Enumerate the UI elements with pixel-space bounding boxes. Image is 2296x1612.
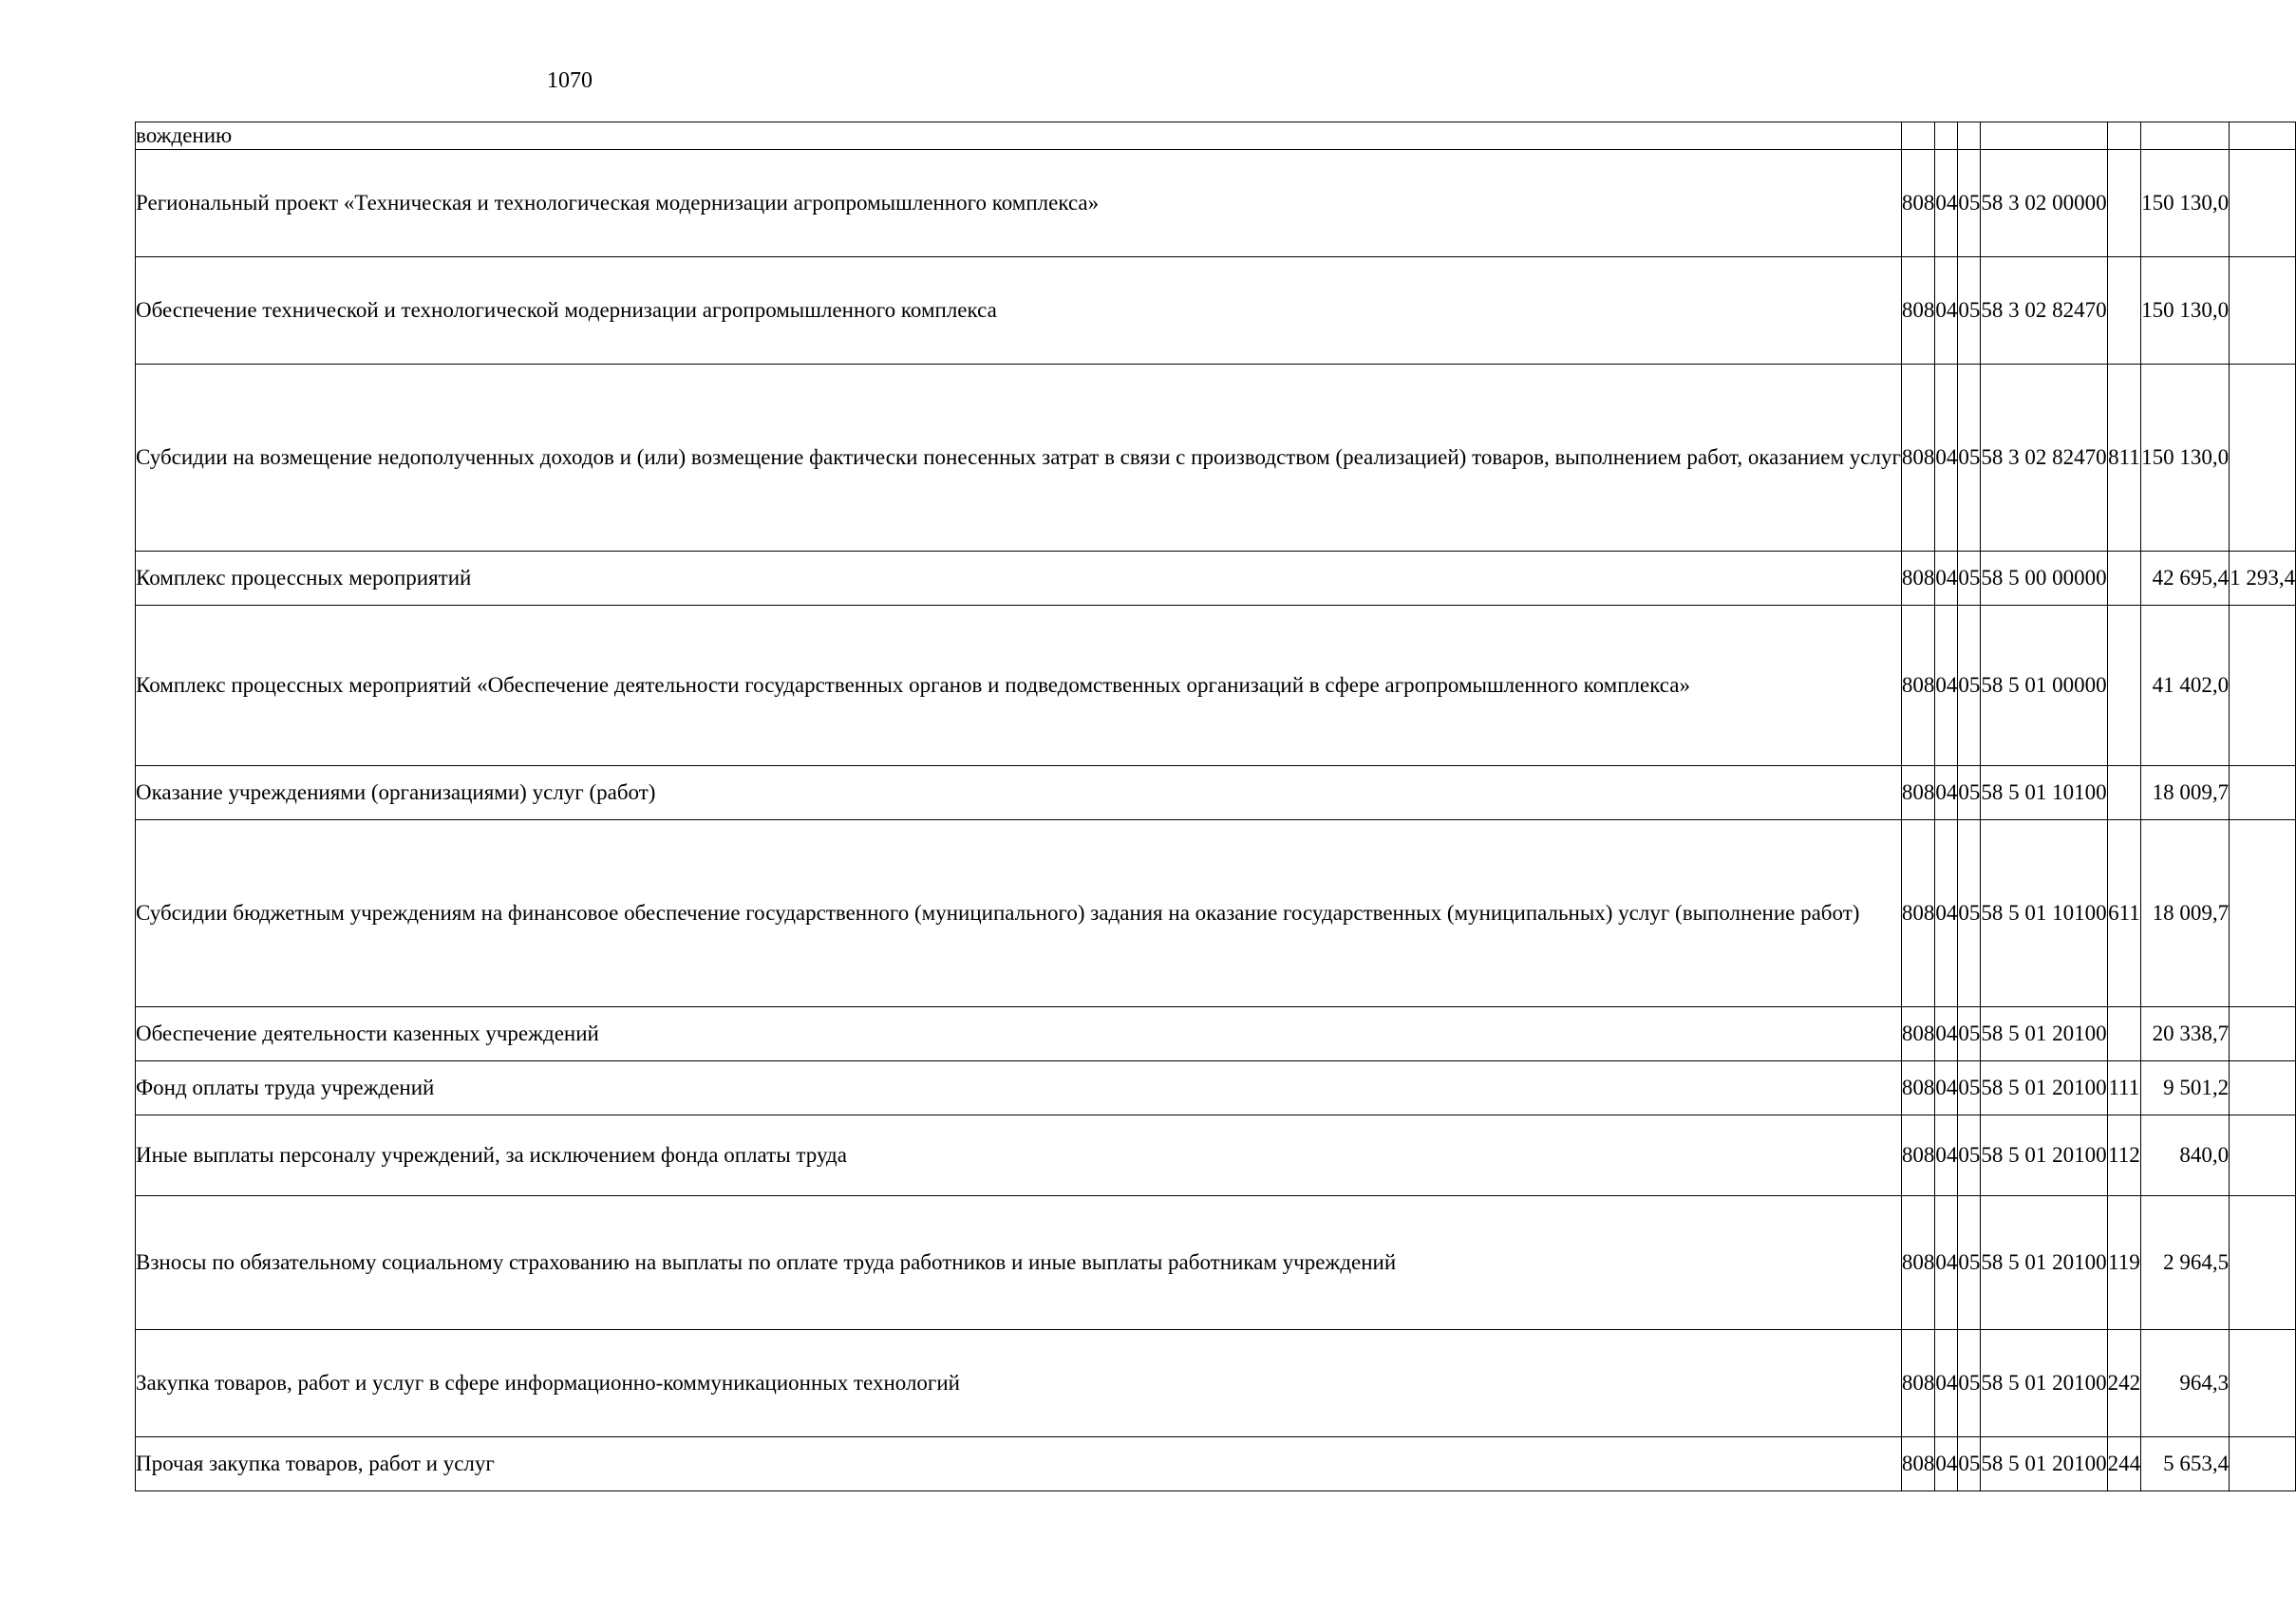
expense-type-cell	[2107, 122, 2141, 150]
table-row	[136, 1007, 2296, 1061]
ministry-code-cell: 808	[1901, 150, 1935, 257]
section-code-cell: 04	[1935, 606, 1958, 766]
table-row	[136, 552, 2296, 606]
ministry-code-cell: 808	[1901, 766, 1935, 820]
item-name-cell: Закупка товаров, работ и услуг в сфере информационно-коммуникационных технологий	[136, 1330, 1902, 1437]
item-name-cell: Прочая закупка товаров, работ и услуг	[136, 1437, 1902, 1491]
target-article-cell: 58 5 01 10100	[1981, 766, 2107, 820]
item-name-cell: Комплекс процессных мероприятий	[136, 552, 1902, 606]
section-code-cell: 04	[1935, 1115, 1958, 1196]
target-article-cell: 58 5 01 20100	[1981, 1007, 2107, 1061]
target-article-cell: 58 3 02 00000	[1981, 150, 2107, 257]
expense-type-cell: 242	[2107, 1330, 2141, 1437]
table-row	[136, 150, 2296, 257]
ministry-code-cell: 808	[1901, 1330, 1935, 1437]
amount-2024-cell: 840,0	[2141, 1115, 2230, 1196]
subsection-code-cell: 05	[1958, 766, 1981, 820]
subsection-code-cell: 05	[1958, 1007, 1981, 1061]
item-name-cell: Региональный проект «Техническая и технологическая модернизации агропромышленного комплекса»	[136, 150, 1902, 257]
ministry-code-cell	[1901, 122, 1935, 150]
expense-type-cell	[2107, 150, 2141, 257]
target-article-cell: 58 5 01 10100	[1981, 820, 2107, 1007]
ministry-code-cell: 808	[1901, 1007, 1935, 1061]
table-row	[136, 122, 2296, 150]
amount-2025-cell	[2230, 820, 2296, 1007]
budget-table	[135, 122, 2296, 1491]
table-row	[136, 257, 2296, 365]
expense-type-cell	[2107, 552, 2141, 606]
ministry-code-cell: 808	[1901, 1437, 1935, 1491]
table-row	[136, 1330, 2296, 1437]
item-name-cell: Оказание учреждениями (организациями) услуг (работ)	[136, 766, 1902, 820]
subsection-code-cell: 05	[1958, 257, 1981, 365]
item-name-cell: Субсидии бюджетным учреждениям на финансовое обеспечение государственного (муниципального) задания на оказание государственных (муниципальных) услуг (выполнение работ)	[136, 820, 1902, 1007]
expense-type-cell: 111	[2107, 1061, 2141, 1115]
table-row	[136, 606, 2296, 766]
subsection-code-cell: 05	[1958, 552, 1981, 606]
ministry-code-cell: 808	[1901, 365, 1935, 552]
expense-type-cell	[2107, 766, 2141, 820]
amount-2025-cell	[2230, 1437, 2296, 1491]
target-article-cell: 58 3 02 82470	[1981, 365, 2107, 552]
target-article-cell: 58 3 02 82470	[1981, 257, 2107, 365]
amount-2024-cell: 150 130,0	[2141, 257, 2230, 365]
amount-2024-cell: 5 653,4	[2141, 1437, 2230, 1491]
subsection-code-cell: 05	[1958, 1115, 1981, 1196]
subsection-code-cell: 05	[1958, 365, 1981, 552]
subsection-code-cell: 05	[1958, 1061, 1981, 1115]
amount-2025-cell	[2230, 1330, 2296, 1437]
section-code-cell: 04	[1935, 820, 1958, 1007]
ministry-code-cell: 808	[1901, 552, 1935, 606]
subsection-code-cell: 05	[1958, 1330, 1981, 1437]
subsection-code-cell: 05	[1958, 1437, 1981, 1491]
item-name-cell: Комплекс процессных мероприятий «Обеспечение деятельности государственных органов и подведомственных организаций в сфере агропромышленного комплекса»	[136, 606, 1902, 766]
subsection-code-cell: 05	[1958, 820, 1981, 1007]
section-code-cell: 04	[1935, 1007, 1958, 1061]
expense-type-cell: 811	[2107, 365, 2141, 552]
ministry-code-cell: 808	[1901, 820, 1935, 1007]
target-article-cell: 58 5 01 00000	[1981, 606, 2107, 766]
target-article-cell	[1981, 122, 2107, 150]
amount-2024-cell: 150 130,0	[2141, 150, 2230, 257]
expense-type-cell: 119	[2107, 1196, 2141, 1330]
table-row	[136, 1061, 2296, 1115]
budget-table-body	[136, 122, 2296, 1491]
expense-type-cell: 244	[2107, 1437, 2141, 1491]
subsection-code-cell	[1958, 122, 1981, 150]
amount-2024-cell: 9 501,2	[2141, 1061, 2230, 1115]
table-row	[136, 766, 2296, 820]
section-code-cell: 04	[1935, 552, 1958, 606]
section-code-cell: 04	[1935, 1061, 1958, 1115]
section-code-cell: 04	[1935, 365, 1958, 552]
amount-2025-cell: 1 293,4	[2230, 552, 2296, 606]
ministry-code-cell: 808	[1901, 606, 1935, 766]
amount-2025-cell	[2230, 257, 2296, 365]
amount-2025-cell	[2230, 1061, 2296, 1115]
item-name-cell: Фонд оплаты труда учреждений	[136, 1061, 1902, 1115]
amount-2024-cell: 18 009,7	[2141, 766, 2230, 820]
amount-2025-cell	[2230, 1196, 2296, 1330]
amount-2024-cell: 41 402,0	[2141, 606, 2230, 766]
ministry-code-cell: 808	[1901, 1061, 1935, 1115]
subsection-code-cell: 05	[1958, 150, 1981, 257]
section-code-cell: 04	[1935, 257, 1958, 365]
item-name-cell: Иные выплаты персоналу учреждений, за исключением фонда оплаты труда	[136, 1115, 1902, 1196]
ministry-code-cell: 808	[1901, 257, 1935, 365]
section-code-cell: 04	[1935, 1330, 1958, 1437]
expense-type-cell	[2107, 606, 2141, 766]
target-article-cell: 58 5 01 20100	[1981, 1196, 2107, 1330]
amount-2024-cell: 150 130,0	[2141, 365, 2230, 552]
section-code-cell	[1935, 122, 1958, 150]
ministry-code-cell: 808	[1901, 1115, 1935, 1196]
ministry-code-cell: 808	[1901, 1196, 1935, 1330]
amount-2024-cell	[2141, 122, 2230, 150]
amount-2025-cell	[2230, 122, 2296, 150]
item-name-cell: Обеспечение технической и технологической модернизации агропромышленного комплекса	[136, 257, 1902, 365]
amount-2024-cell: 2 964,5	[2141, 1196, 2230, 1330]
amount-2025-cell	[2230, 1007, 2296, 1061]
item-name-cell: Обеспечение деятельности казенных учреждений	[136, 1007, 1902, 1061]
amount-2025-cell	[2230, 766, 2296, 820]
page-number: 1070	[547, 68, 593, 93]
expense-type-cell	[2107, 1007, 2141, 1061]
table-row	[136, 1115, 2296, 1196]
amount-2025-cell	[2230, 1115, 2296, 1196]
table-row	[136, 365, 2296, 552]
subsection-code-cell: 05	[1958, 606, 1981, 766]
amount-2025-cell	[2230, 150, 2296, 257]
item-name-cell: Взносы по обязательному социальному страхованию на выплаты по оплате труда работников и иные выплаты работникам учреждений	[136, 1196, 1902, 1330]
amount-2024-cell: 20 338,7	[2141, 1007, 2230, 1061]
target-article-cell: 58 5 01 20100	[1981, 1330, 2107, 1437]
target-article-cell: 58 5 00 00000	[1981, 552, 2107, 606]
target-article-cell: 58 5 01 20100	[1981, 1115, 2107, 1196]
expense-type-cell	[2107, 257, 2141, 365]
amount-2025-cell	[2230, 606, 2296, 766]
section-code-cell: 04	[1935, 1437, 1958, 1491]
amount-2024-cell: 18 009,7	[2141, 820, 2230, 1007]
amount-2025-cell	[2230, 365, 2296, 552]
expense-type-cell: 611	[2107, 820, 2141, 1007]
table-row	[136, 1437, 2296, 1491]
amount-2024-cell: 42 695,4	[2141, 552, 2230, 606]
item-name-cell: Субсидии на возмещение недополученных доходов и (или) возмещение фактически понесенных затрат в связи с производством (реализацией) товаров, выполнением работ, оказанием услуг	[136, 365, 1902, 552]
subsection-code-cell: 05	[1958, 1196, 1981, 1330]
item-name-cell: вождению	[136, 122, 1902, 150]
table-row	[136, 1196, 2296, 1330]
section-code-cell: 04	[1935, 150, 1958, 257]
section-code-cell: 04	[1935, 766, 1958, 820]
amount-2024-cell: 964,3	[2141, 1330, 2230, 1437]
table-row	[136, 820, 2296, 1007]
target-article-cell: 58 5 01 20100	[1981, 1061, 2107, 1115]
section-code-cell: 04	[1935, 1196, 1958, 1330]
expense-type-cell: 112	[2107, 1115, 2141, 1196]
target-article-cell: 58 5 01 20100	[1981, 1437, 2107, 1491]
